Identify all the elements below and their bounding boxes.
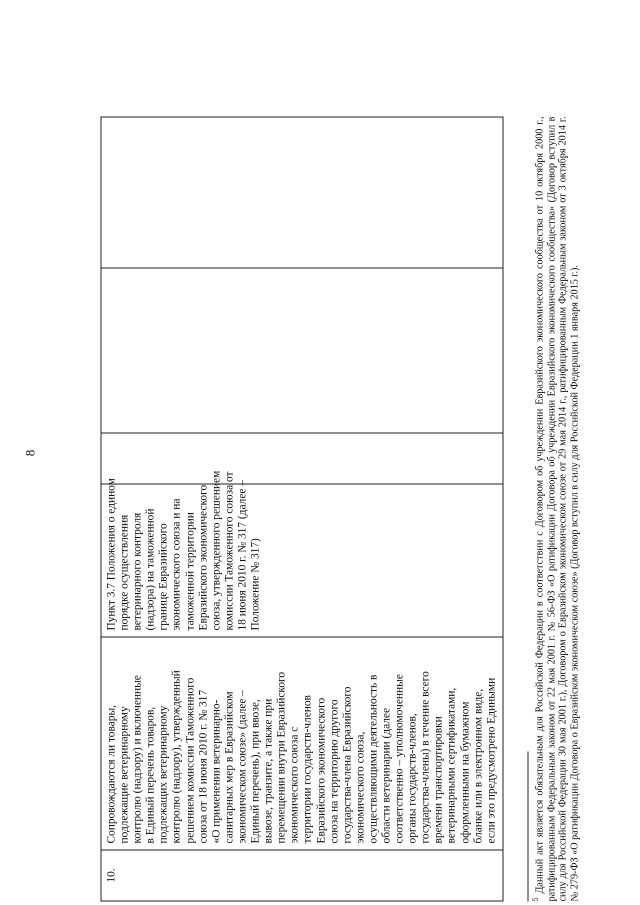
reference-line: порядке осуществления (118, 514, 131, 630)
footnote-divider (527, 751, 528, 901)
answer-no-cell (101, 268, 503, 433)
description-line: «О применении ветеринарно- (209, 699, 222, 843)
description-line: оформленными на бумажном (458, 701, 471, 843)
notes-cell (101, 117, 503, 268)
description-line: времени транспортировки (432, 715, 445, 843)
row-number-cell: 10. (101, 850, 503, 901)
requirements-table (100, 116, 503, 901)
description-line: осуществляющими деятельность в (366, 674, 379, 843)
description-line: Евразийского экономического (314, 697, 327, 843)
table-row (101, 117, 503, 901)
description-line: контролю (надзору) и включенные (131, 674, 144, 843)
legal-reference-cell (101, 470, 503, 637)
description-line: в Единый перечень товаров, (144, 706, 157, 843)
reference-line: таможенной территории (183, 511, 196, 630)
description-line: экономическом союзе» (далее – (235, 689, 248, 843)
reference-line: 18 июня 2010 г. № 317 (далее – (235, 479, 248, 630)
description-line: территории государств-членов (301, 694, 314, 843)
reference-line: союза, утвержденного решением (209, 470, 222, 630)
description-line: перемещении внутри Евразийского (275, 671, 288, 843)
requirement-description-cell (101, 637, 503, 850)
description-line: области ветеринарии (далее (379, 707, 392, 843)
description-line: решением комиссии Таможенного (183, 677, 196, 843)
reference-line: Пункт 3.7 Положения о едином (105, 477, 117, 630)
reference-line: Положение № 317) (249, 537, 262, 630)
footnote-text: Данный акт является обязательным для Российской Федерации в соответствии с Договором об учреждении Евразийского экономического сообщества от 10 октября 2000 г., ратифицированным Федеральным законом от 22 мая 2001 г. № 56-ФЗ «О ратификации Договора об учреждении Евразийского экономического сообщества» (Договор вступил в силу для Российской Федерации 30 мая 2001 г.), Договором о Евразийском экономическом союзе от 29 мая 2014 г., ратифицированным Федеральным законом от 3 октября 2014 г. № 279-ФЗ «О ратификации Договора о Евразийском экономическом союзе» (Договор вступил в силу для Российской Федерации 1 января 2015 г.). (534, 116, 580, 901)
description-line: ветеринарными сертификатами, (445, 687, 458, 843)
description-line: вывозе, транзите, а также при (262, 698, 275, 843)
description-line: государства-члена Евразийского (340, 686, 353, 843)
footnote (527, 116, 580, 901)
description-line: подлежащих ветеринарному (157, 705, 170, 843)
description-line: контролю (надзору), утвержденный (170, 669, 183, 843)
description-line: санитарных мер в Евразийском (222, 690, 235, 843)
description-line: государства-члены) в течение всего (419, 670, 432, 843)
description-line: союза от 18 июня 2010 г. № 317 (196, 689, 209, 843)
reference-line: ветеринарного контроля (131, 512, 144, 630)
description-line: соответственно – уполномоченные (393, 673, 406, 843)
page-number: 8 (22, 449, 37, 456)
reference-line: комиссии Таможенного союза от (222, 470, 235, 630)
description-line: органы государств-членов, (406, 712, 419, 843)
reference-line: границе Евразийского (157, 522, 170, 630)
description-line: союза на территорию другого (327, 698, 340, 843)
description-line: подлежащие ветеринарному (118, 705, 131, 843)
description-line: Единый перечень), при ввозе, (249, 698, 262, 843)
description-line: Сопровождаются ли товары, (105, 704, 117, 843)
answer-yes-cell (101, 433, 503, 484)
reference-line: экономического союза и на (170, 498, 183, 630)
description-line: экономического союза с (288, 726, 301, 843)
description-line: бланке или в электронном виде, (471, 688, 484, 843)
description-line: если это предусмотрено Едиными (484, 677, 497, 843)
reference-line: Евразийского экономического (196, 484, 209, 630)
footnote-mark: 5 (530, 897, 540, 901)
reference-line: (надзора) на таможенной (144, 508, 157, 630)
description-line: экономического союза, (353, 731, 366, 843)
